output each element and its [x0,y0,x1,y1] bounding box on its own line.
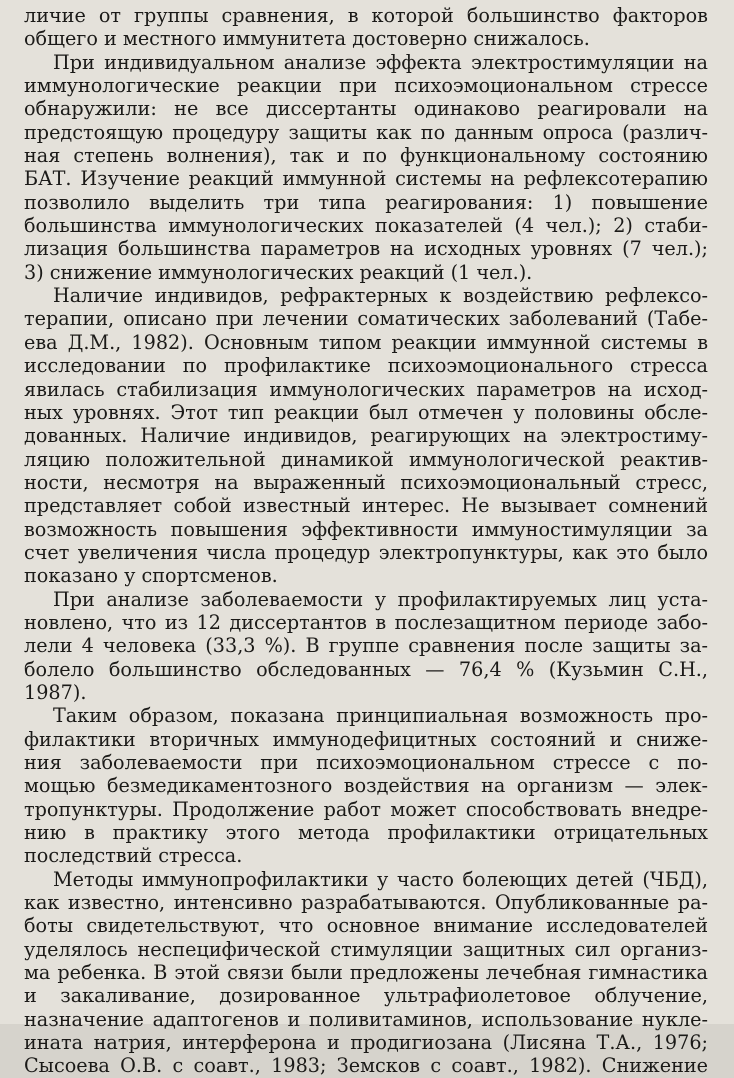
paragraph-refractory-individuals [24,284,708,587]
text-line: дованных. Наличие индивидов, реагирующих на электростиму- [24,424,708,448]
text-line: и закаливание, дозированное ультрафиолетовое облучение, [24,984,708,1008]
text-line: ма ребенка. В этой связи были предложены лечебная гимнастика [24,961,708,985]
text-line: тропунктуры. Продолжение работ может способствовать внедре- [24,797,708,821]
text-line: Наличие индивидов, рефрактерных к воздействию рефлексо- [53,284,708,308]
text-line: ния заболеваемости при психоэмоциональном стрессе с по- [24,751,708,774]
body-text [24,4,708,1078]
text-line: лизация большинства параметров на исходных уровнях (7 чел.); [24,237,708,261]
paragraph-conclusion [24,704,708,867]
paragraph-electrostimulation-analysis [24,51,708,284]
text-line: счет увеличения числа процедур электропунктуры, как это было [24,540,708,564]
paragraph-continuation [24,4,708,51]
text-line: представляет собой известный интерес. Не вызывает сомнений [24,494,708,518]
text-line: последствий стресса. [24,844,243,868]
text-line: общего и местного иммунитета достоверно снижалось. [24,27,590,51]
text-line: терапии, описано при лечении соматических заболеваний (Табе- [24,307,708,331]
text-line: возможность повышения эффективности иммуностимуляции за [24,517,708,541]
text-line: как известно, интенсивно разрабатываются. Опубликованные ра- [24,891,708,915]
text-line: показано у спортсменов. [24,564,278,588]
text-line: лели 4 человека (33,3 %). В группе сравнения после защиты за- [24,634,708,658]
text-line: личие от группы сравнения, в которой большинство факторов [24,4,708,27]
text-line: большинства иммунологических показателей (4 чел.); 2) стаби- [24,214,708,238]
text-line: ности, несмотря на выраженный психоэмоциональный стресс, [24,470,708,494]
text-line: Сысоева О.В. с соавт., 1983; Земсков с соавт., 1982). Снижение [24,1054,708,1078]
text-line: нию в практику этого метода профилактики отрицательных [24,821,708,845]
text-line: ных уровнях. Этот тип реакции был отмечен у половины обсле- [24,400,708,424]
text-line: ината натрия, интерферона и продигиозана (Лисяна Т.А., 1976; [24,1031,708,1055]
text-line: БАТ. Изучение реакций иммунной системы на рефлексотерапию [24,167,708,191]
text-line: иммунологические реакции при психоэмоциональном стрессе [24,74,708,98]
text-line: При анализе заболеваемости у профилактируемых лиц уста- [53,587,708,611]
text-line: филактики вторичных иммунодефицитных состояний и сниже- [24,727,708,751]
text-line: мощью безмедикаментозного воздействия на организм — элек- [24,774,708,798]
text-line: явилась стабилизация иммунологических параметров на исход- [24,377,708,401]
text-line: обнаружили: не все диссертанты одинаково реагировали на [24,97,708,121]
text-line: болело большинство обследованных — 76,4 % (Кузьмин С.Н., [24,657,708,681]
text-line: ная степень волнения), так и по функциональному состоянию [24,144,708,168]
text-line: 3) снижение иммунологических реакций (1 чел.). [24,260,533,284]
text-line: ляцию положительной динамикой иммунологической реактив- [24,447,708,471]
text-line: Методы иммунопрофилактики у часто болеющих детей (ЧБД), [53,867,708,891]
text-line: ева Д.М., 1982). Основным типом реакции иммунной системы в [24,330,708,354]
text-line: исследовании по профилактике психоэмоционального стресса [24,354,708,378]
text-line: новлено, что из 12 диссертантов в послезащитном периоде забо- [24,610,708,634]
paragraph-morbidity-analysis [24,588,708,705]
text-line: предстоящую процедуру защиты как по данным опроса (различ- [24,120,708,144]
text-line: боты свидетельствуют, что основное внимание исследователей [24,914,708,938]
text-line: уделялось неспецифической стимуляции защитных сил организ- [24,937,708,961]
paragraph-immunoprophylaxis-children [24,868,708,1078]
text-line: назначение адаптогенов и поливитаминов, использование нукле- [24,1007,708,1031]
text-line: 1987). [24,680,87,704]
text-line: При индивидуальном анализе эффекта электростимуляции на [53,50,708,74]
text-line: позволило выделить три типа реагирования: 1) повышение [24,190,708,214]
text-line: Таким образом, показана принципиальная возможность про- [53,704,708,728]
